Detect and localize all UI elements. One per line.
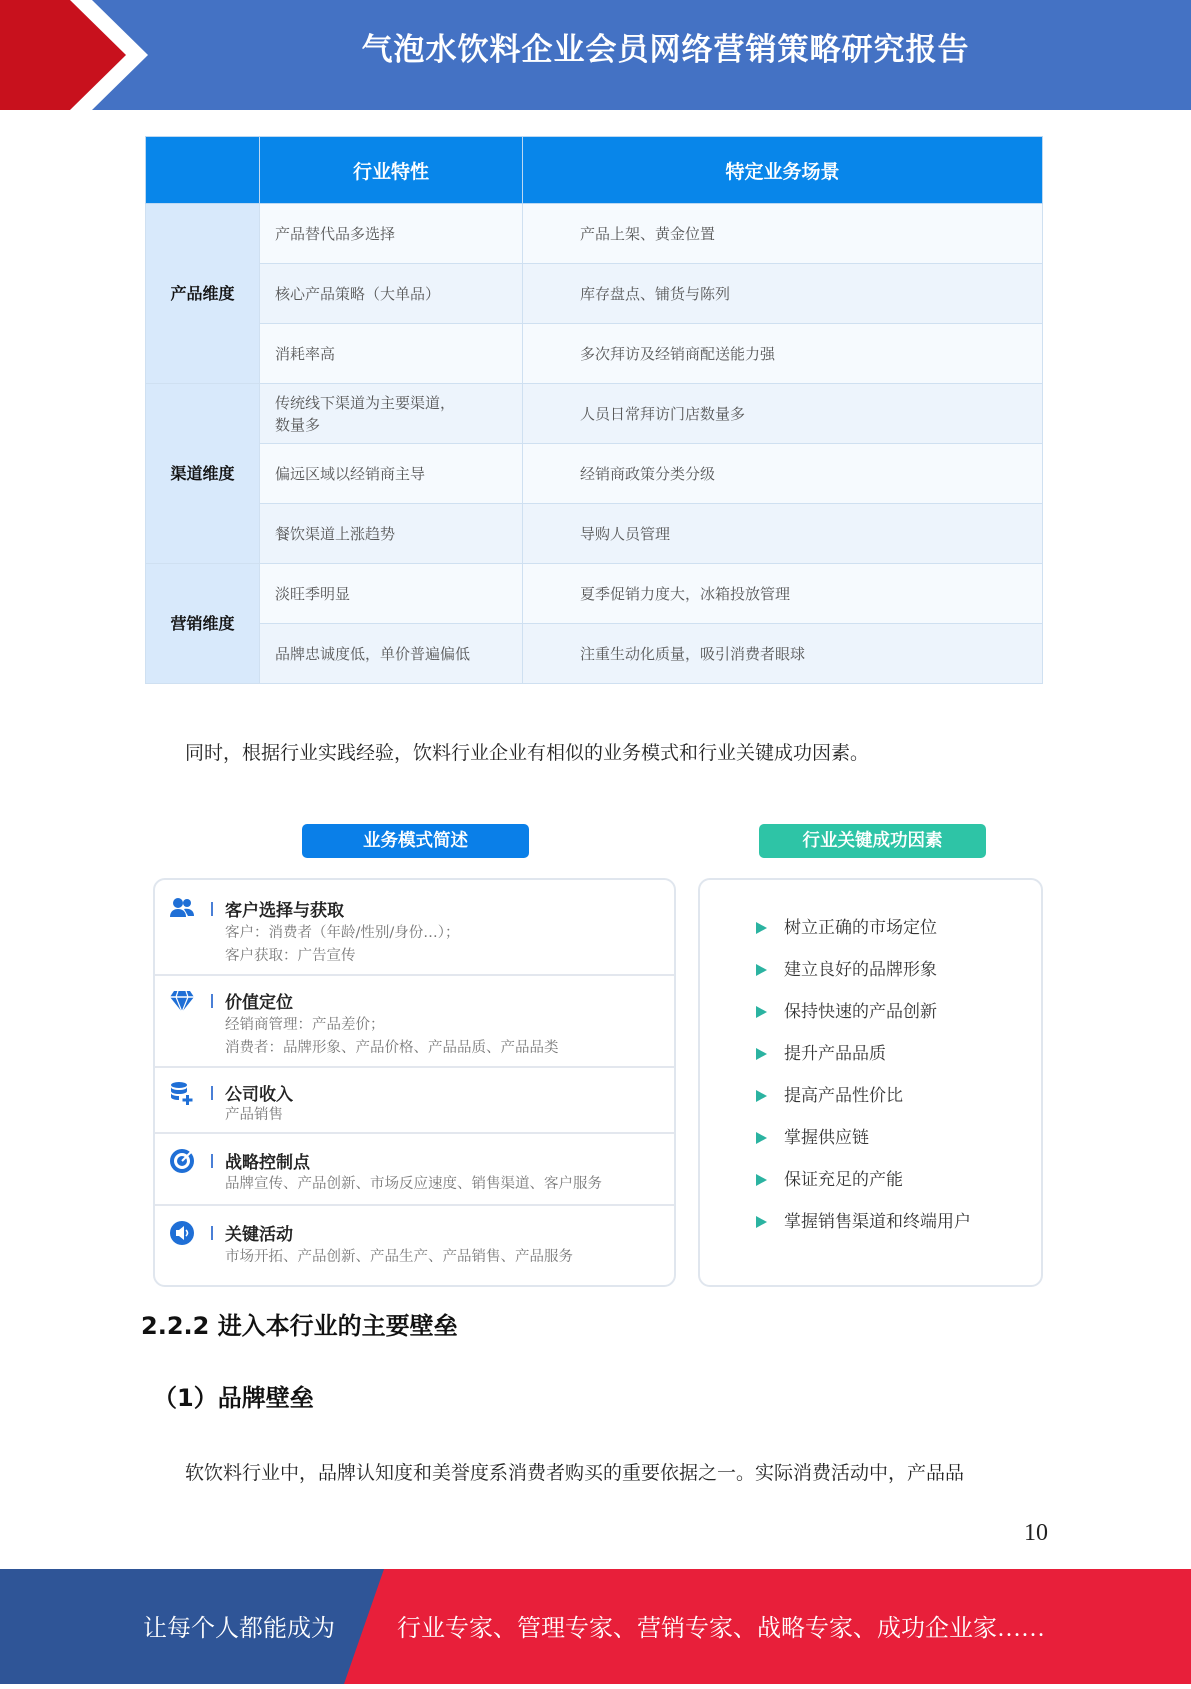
item-line: 客户获取：广告宣传 (225, 948, 356, 964)
table-cell: 传统线下渠道为主要渠道，数量多 (260, 384, 523, 444)
table-row (146, 504, 1043, 564)
table-row (146, 564, 1043, 624)
table-row (146, 204, 1043, 264)
item-line: 品牌宣传、产品创新、市场反应速度、销售渠道、客户服务 (225, 1176, 602, 1192)
table-row (146, 264, 1043, 324)
triangle-bullet-icon (756, 1048, 767, 1060)
item-title: 战略控制点 (225, 1153, 310, 1173)
table-row (146, 624, 1043, 684)
users-icon (169, 895, 195, 921)
table-cell: 经销商政策分类分级 (523, 444, 1043, 504)
table-row (146, 444, 1043, 504)
divider (211, 1226, 213, 1240)
factor-label: 掌握供应链 (784, 1128, 869, 1148)
table-row (146, 384, 1043, 444)
section-heading: 2.2.2 进入本行业的主要壁垒 (141, 1312, 458, 1340)
table-cell: 库存盘点、铺货与陈列 (523, 264, 1043, 324)
item-line: 消费者：品牌形象、产品价格、产品品质、产品品类 (225, 1040, 559, 1056)
triangle-bullet-icon (756, 1132, 767, 1144)
table-row (146, 324, 1043, 384)
dimension-cell: 产品维度 (146, 204, 260, 384)
success-factors-panel (698, 878, 1043, 1287)
table-cell: 导购人员管理 (523, 504, 1043, 564)
table-cell: 品牌忠诚度低，单价普遍偏低 (260, 624, 523, 684)
divider (211, 902, 213, 916)
footer-slogan-right: 行业专家、管理专家、营销专家、战略专家、成功企业家…… (397, 1616, 1045, 1642)
triangle-bullet-icon (756, 1174, 767, 1186)
item-title: 公司收入 (225, 1085, 293, 1105)
factor-label: 保持快速的产品创新 (784, 1002, 937, 1022)
item-line: 市场开拓、产品创新、产品生产、产品销售、产品服务 (225, 1249, 573, 1265)
list-item (155, 1204, 674, 1283)
table-cell: 消耗率高 (260, 324, 523, 384)
factor-label: 保证充足的产能 (784, 1170, 903, 1190)
table-header-cell: 特定业务场景 (523, 137, 1043, 204)
business-model-title: 业务模式简述 (302, 824, 529, 858)
factor-label: 提升产品品质 (784, 1044, 886, 1064)
body-paragraph: 同时，根据行业实践经验，饮料行业企业有相似的业务模式和行业关键成功因素。 (185, 743, 870, 764)
factor-label: 建立良好的品牌形象 (784, 960, 937, 980)
report-title: 气泡水饮料企业会员网络营销策略研究报告 (361, 32, 970, 68)
speaker-icon (169, 1220, 195, 1246)
key-success-factors-title: 行业关键成功因素 (759, 824, 986, 858)
triangle-bullet-icon (756, 1090, 767, 1102)
table-cell: 多次拜访及经销商配送能力强 (523, 324, 1043, 384)
dimension-cell: 营销维度 (146, 564, 260, 684)
triangle-bullet-icon (756, 964, 767, 976)
table-cell: 餐饮渠道上涨趋势 (260, 504, 523, 564)
industry-characteristics-table (145, 136, 1043, 684)
footer-slogan-left: 让每个人都能成为 (143, 1616, 335, 1642)
item-line: 客户：消费者（年龄/性别/身份…）； (225, 925, 460, 941)
factor-label: 掌握销售渠道和终端用户 (784, 1212, 971, 1232)
triangle-bullet-icon (756, 922, 767, 934)
business-model-panel (153, 878, 676, 1287)
list-item (155, 880, 674, 974)
table-cell: 注重生动化质量，吸引消费者眼球 (523, 624, 1043, 684)
table-cell: 核心产品策略（大单品） (260, 264, 523, 324)
table-cell: 产品上架、黄金位置 (523, 204, 1043, 264)
table-header-cell: 行业特性 (260, 137, 523, 204)
page-number: 10 (1024, 1520, 1048, 1546)
triangle-bullet-icon (756, 1216, 767, 1228)
table-header-row (146, 137, 1043, 204)
triangle-bullet-icon (756, 1006, 767, 1018)
table-cell: 产品替代品多选择 (260, 204, 523, 264)
table-cell: 夏季促销力度大，冰箱投放管理 (523, 564, 1043, 624)
item-title: 价值定位 (225, 993, 293, 1013)
list-item (155, 974, 674, 1068)
subsection-heading: （1）品牌壁垒 (153, 1384, 314, 1412)
divider (211, 1154, 213, 1168)
header-arrow-decoration (0, 0, 200, 110)
item-title: 关键活动 (225, 1225, 293, 1245)
body-paragraph: 软饮料行业中，品牌认知度和美誉度系消费者购买的重要依据之一。实际消费活动中，产品品 (185, 1463, 965, 1484)
divider (211, 994, 213, 1008)
table-header-cell (146, 137, 260, 204)
coins-plus-icon (169, 1080, 195, 1106)
table-cell: 淡旺季明显 (260, 564, 523, 624)
factor-label: 树立正确的市场定位 (784, 918, 937, 938)
item-line: 经销商管理：产品差价； (225, 1017, 385, 1033)
page-header (0, 0, 1191, 110)
table-cell: 偏远区域以经销商主导 (260, 444, 523, 504)
factor-label: 提高产品性价比 (784, 1086, 903, 1106)
list-item (155, 1066, 674, 1134)
table-cell: 人员日常拜访门店数量多 (523, 384, 1043, 444)
page-footer (0, 1569, 1191, 1684)
dimension-cell: 渠道维度 (146, 384, 260, 564)
target-icon (169, 1148, 195, 1174)
item-title: 客户选择与获取 (225, 901, 344, 921)
diamond-icon (169, 988, 195, 1014)
item-line: 产品销售 (225, 1107, 283, 1123)
divider (211, 1086, 213, 1100)
list-item (155, 1132, 674, 1206)
